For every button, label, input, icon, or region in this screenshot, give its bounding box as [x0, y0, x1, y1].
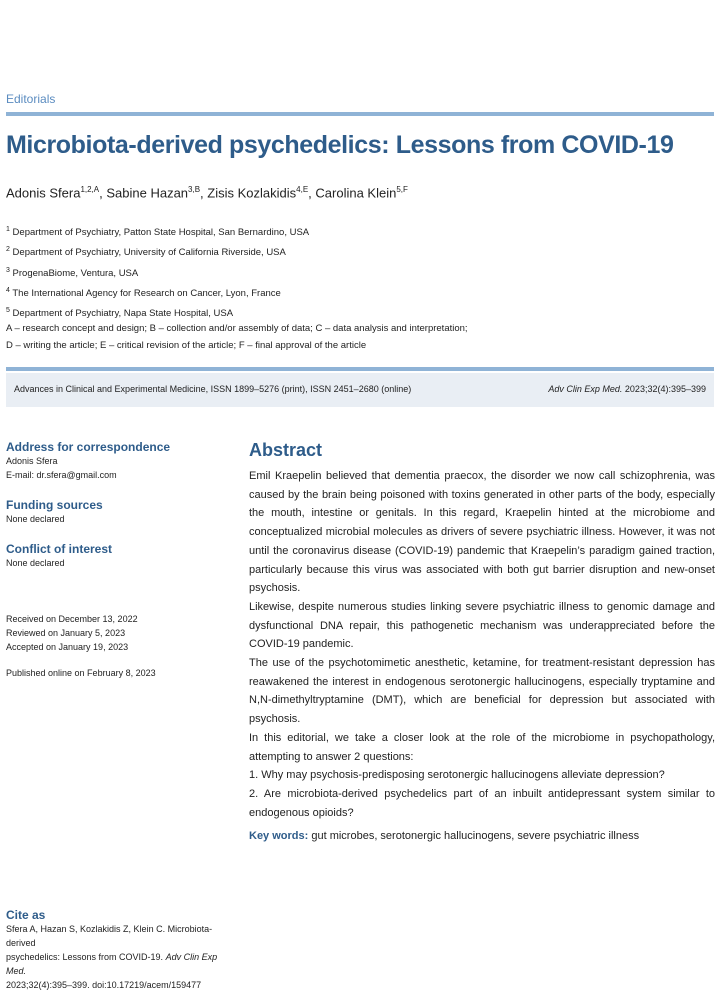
abstract-paragraph: Emil Kraepelin believed that dementia praecox, the disorder we now call schizophrenia, was caused by the brain being poisoned with toxins generated in other parts of the body, especially the mouth, intestine or genitals. In this regard, Kraepelin hinted at the microbiome and conceptualized microbial molecules as drivers of severe psychiatric illness. However, it was not until the coronavirus disease (COVID-19) pandemic that Kraepelin’s paradigm gained traction, particularly because this virus was associated with both gut barrier disruption and new-onset psychosis.: [249, 470, 715, 595]
abstract-heading: Abstract: [249, 440, 323, 460]
journal-citation: [548, 384, 706, 394]
received-date: Received on December 13, 2022: [6, 614, 138, 624]
cite-heading: Cite as: [6, 908, 46, 922]
author-sup: 5,F: [396, 185, 408, 194]
affiliation-item: [6, 221, 309, 241]
affiliation-item: [6, 262, 309, 282]
affiliation-text: Department of Psychiatry, Patton State Hospital, San Bernardino, USA: [12, 227, 310, 239]
abstract-question: 2. Are microbiota-derived psychedelics part of an inbuilt antidepressant system similar to endogenous opioids?: [249, 787, 715, 819]
keywords-text: gut microbes, serotonergic hallucinogens, severe psychiatric illness: [308, 830, 640, 843]
contribution-legend: [6, 320, 468, 354]
sidebar: [6, 440, 231, 680]
reviewed-date: Reviewed on January 5, 2023: [6, 628, 126, 638]
author-name[interactable]: Adonis Sfera: [6, 185, 81, 201]
article-title: Microbiota-derived psychedelics: Lessons from COVID-19: [6, 131, 674, 159]
funding-heading: Funding sources: [6, 498, 103, 512]
cite-line: Sfera A, Hazan S, Kozlakidis Z, Klein C. Microbiota-derived: [6, 924, 213, 948]
cite-as-block: [6, 908, 231, 992]
affiliation-item: [6, 241, 309, 261]
section-label: Editorials: [6, 92, 56, 106]
middle-divider: [6, 367, 714, 371]
keywords-label: Key words:: [249, 830, 309, 843]
affiliation-text: Department of Psychiatry, Napa State Hospital, USA: [12, 308, 234, 320]
author-list: Adonis Sfera$^{1,2,A}$, Sabine Hazan$^{3,B}$, Zisis Kozlakidis$^{4,E}$, Carolina Klein$^{5,F}$: [6, 185, 408, 201]
journal-volume: 2023;32(4):395–399: [622, 384, 706, 394]
author-sup: 3,B: [188, 185, 201, 194]
affiliation-item: [6, 282, 309, 302]
address-name: Adonis Sfera: [6, 456, 58, 466]
journal-info-band: [6, 373, 714, 407]
abstract-section: [249, 440, 715, 842]
dates-block: [6, 612, 231, 680]
cite-text: psychedelics: Lessons from COVID-19.: [6, 952, 166, 962]
address-email[interactable]: E-mail: dr.sfera@gmail.com: [6, 470, 117, 480]
cite-journal: Adv Clin Exp Med.: [6, 952, 218, 976]
conflict-text: None declared: [6, 558, 65, 568]
contribution-line: A – research concept and design; B – collection and/or assembly of data; C – data analysis and interpretation;: [6, 323, 468, 334]
abstract-paragraph: In this editorial, we take a closer look at the role of the microbiome in psychopathology, attempting to answer 2 questions:: [249, 731, 715, 763]
author-name[interactable]: Carolina Klein: [315, 185, 397, 201]
abstract-paragraph: Likewise, despite numerous studies linking severe psychiatric illness to genomic damage and dysfunctional DNA repair, this pathogenetic mechanism was underappreciated before the COVID-19 pandemic.: [249, 600, 715, 651]
affiliation-num: 5: [6, 307, 10, 315]
affiliation-num: 1: [6, 226, 10, 233]
cite-doi[interactable]: 2023;32(4):395–399. doi:10.17219/acem/159477: [6, 980, 202, 990]
author-name[interactable]: Sabine Hazan: [106, 185, 189, 201]
author-sup: 1,2,A: [80, 185, 100, 194]
author-name[interactable]: Zisis Kozlakidis: [207, 185, 297, 201]
journal-issn: Advances in Clinical and Experimental Medicine, ISSN 1899–5276 (print), ISSN 2451–2680 (online): [14, 384, 412, 394]
conflict-heading: Conflict of interest: [6, 542, 113, 556]
affiliation-num: 3: [6, 266, 10, 274]
address-heading: Address for correspondence: [6, 440, 171, 454]
contribution-line: D – writing the article; E – critical revision of the article; F – final approval of the article: [6, 340, 367, 351]
affiliation-num: 4: [6, 287, 10, 295]
author-sup: 4,E: [296, 185, 309, 194]
journal-abbrev: Adv Clin Exp Med.: [548, 384, 623, 394]
affiliation-text: The International Agency for Research on Cancer, Lyon, France: [12, 288, 281, 300]
funding-text: None declared: [6, 514, 65, 524]
cite-line: [6, 950, 231, 978]
accepted-date: Accepted on January 19, 2023: [6, 642, 129, 652]
abstract-paragraph: The use of the psychotomimetic anesthetic, ketamine, for treatment-resistant depression has reawakened the interest in endogenous serotonergic hallucinogens, especially tryptamine and N,N-dimethyltryptamine (DMT), which are beneficial for depression but associated with psychosis.: [249, 657, 715, 726]
affiliation-text: Department of Psychiatry, University of California Riverside, USA: [12, 247, 286, 259]
keywords: [249, 830, 715, 842]
published-date: Published online on February 8, 2023: [6, 668, 156, 678]
affiliation-text: ProgenaBiome, Ventura, USA: [12, 267, 139, 279]
abstract-question: 1. Why may psychosis-predisposing serotonergic hallucinogens alleviate depression?: [249, 769, 665, 782]
top-divider: [6, 112, 714, 116]
affiliation-num: 2: [6, 246, 10, 254]
affiliation-list: [6, 221, 309, 323]
